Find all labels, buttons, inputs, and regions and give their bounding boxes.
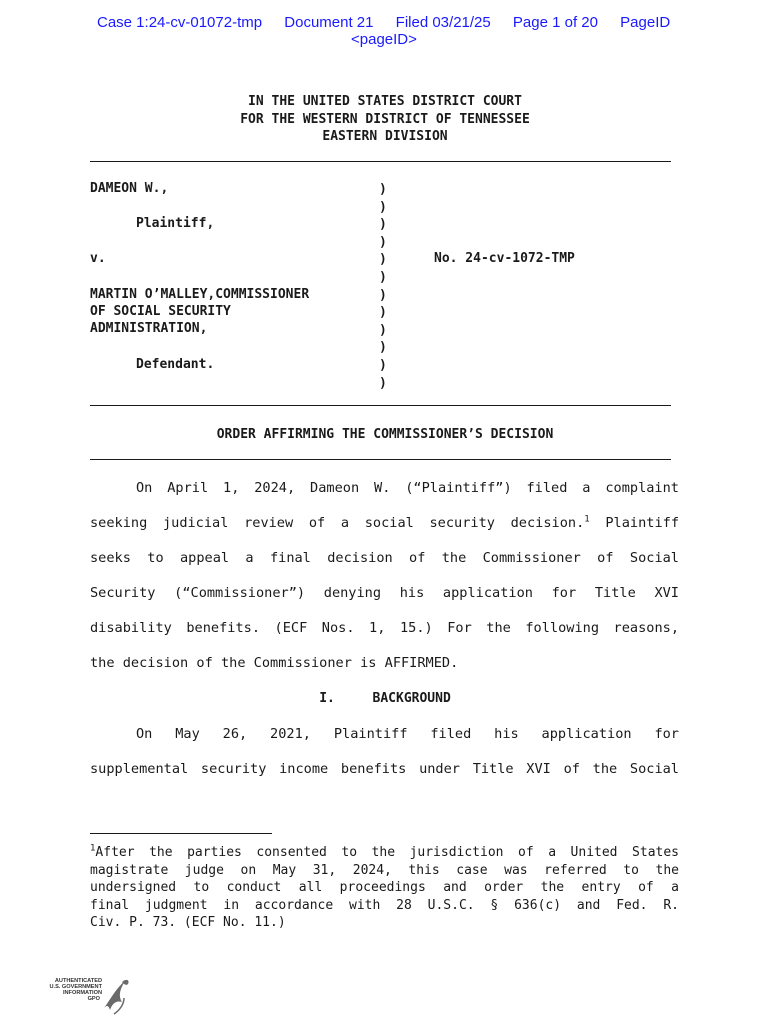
court-line-1: IN THE UNITED STATES DISTRICT COURT	[248, 94, 522, 109]
case-number-header: Case 1:24-cv-01072-tmp	[97, 14, 263, 31]
pageid-label: PageID	[620, 14, 671, 31]
seal-line: INFORMATION	[62, 990, 102, 996]
section-title: BACKGROUND	[372, 691, 451, 706]
defendant-line-3: ADMINISTRATION,	[90, 321, 208, 336]
versus: v.	[90, 251, 106, 266]
filed-date: Filed 03/21/25	[395, 14, 491, 31]
order-title: ORDER AFFIRMING THE COMMISSIONER’S DECISION	[216, 427, 554, 442]
footnote-line: magistrate judge on May 31, 2024, this case was referred to the	[90, 862, 679, 878]
footnote-line	[90, 844, 679, 862]
plaintiff-name: DAMEON W.,	[90, 181, 169, 196]
body-line: seeks to appeal a final decision of the Commissioner of Social	[90, 550, 679, 566]
defendant-line-2: OF SOCIAL SECURITY	[90, 304, 231, 319]
court-line-2: FOR THE WESTERN DISTRICT OF TENNESSEE	[240, 111, 530, 127]
divider	[90, 405, 671, 406]
footnote-reference: 1	[584, 514, 590, 525]
body-line: On May 26, 2021, Plaintiff filed his application for	[136, 726, 679, 742]
section-heading	[0, 691, 770, 706]
gpo-authentication-seal	[44, 974, 134, 1018]
body-text: Plaintiff	[589, 515, 680, 531]
section-number: I.	[319, 691, 335, 706]
body-line: On April 1, 2024, Dameon W. (“Plaintiff”) filed a complaint	[136, 480, 679, 496]
defendant-line-1: MARTIN O’MALLEY,COMMISSIONER	[90, 287, 310, 302]
footnote-marker: 1	[90, 843, 96, 854]
page-indicator: Page 1 of 20	[512, 14, 598, 31]
plaintiff-role: Plaintiff,	[136, 216, 215, 231]
court-line-3: EASTERN DIVISION	[322, 129, 448, 144]
footnote-line: final judgment in accordance with 28 U.S.C. § 636(c) and Fed. R.	[90, 897, 679, 913]
footnote-line: Civ. P. 73. (ECF No. 11.)	[90, 915, 286, 930]
footnote-line: undersigned to conduct all proceedings and order the entry of a	[90, 880, 679, 895]
seal-line: AUTHENTICATED	[54, 978, 102, 984]
defendant-role: Defendant.	[136, 357, 215, 372]
pageid-value: <pageID>	[351, 31, 417, 48]
footnote	[90, 844, 679, 932]
divider	[90, 161, 671, 162]
eagle-icon	[44, 974, 134, 1018]
footnote-text: After the parties consented to the jurisdiction of a United States	[95, 845, 679, 860]
footnote-rule	[90, 833, 272, 834]
body-line: disability benefits. (ECF Nos. 1, 15.) For the following reasons,	[90, 620, 679, 636]
divider	[90, 459, 671, 460]
seal-line: U.S. GOVERNMENT	[49, 984, 102, 990]
case-number: No. 24-cv-1072-TMP	[434, 251, 575, 266]
body-text: seeking judicial review of a social security decision.	[90, 515, 585, 531]
body-line	[90, 515, 679, 531]
body-line: the decision of the Commissioner is AFFIRMED.	[90, 655, 459, 671]
body-line: supplemental security income benefits under Title XVI of the Social	[90, 761, 679, 777]
body-line: Security (“Commissioner”) denying his application for Title XVI	[90, 585, 679, 601]
document-number: Document 21	[284, 14, 374, 31]
seal-line: GPO	[87, 996, 100, 1002]
caption-parentheses: ) ) ) ) ) ) ) ) ) ) ) )	[379, 182, 387, 391]
court-heading	[0, 93, 770, 146]
